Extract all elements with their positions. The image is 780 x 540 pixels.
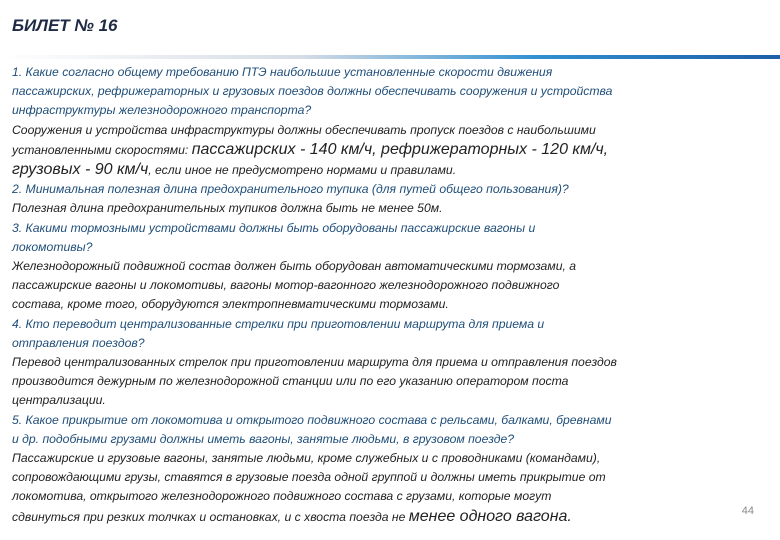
line-text: 5. Какое прикрытие от локомотива и открытого подвижного состава с рельсами, балками, бревнами xyxy=(12,412,612,427)
line-text: локомотива, открытого железнодорожного подвижного состава с грузами, которые могут xyxy=(12,489,552,504)
question-line xyxy=(12,219,774,238)
answer-line xyxy=(12,449,774,468)
emphasized-text: пассажирских - 140 км/ч, рефрижераторных - 120 км/ч, xyxy=(191,140,609,158)
line-text: установленными скоростями: xyxy=(12,142,192,157)
line-text: отправления поездов? xyxy=(12,335,145,350)
question-line xyxy=(12,238,774,257)
line-text: Сооружения и устройства инфраструктуры должны обеспечивать пропуск поездов с наибольшими xyxy=(12,122,596,137)
emphasized-text: менее одного вагона. xyxy=(408,507,572,525)
line-text: пассажирские вагоны и локомотивы, вагоны мотор-вагонного железнодорожного подвижного xyxy=(12,278,560,293)
answer-line xyxy=(12,140,774,160)
answer-line xyxy=(12,257,774,276)
emphasized-text: грузовых - 90 км/ч xyxy=(12,161,149,179)
line-text: производится дежурным по железнодорожной станции или по его указанию оператором поста xyxy=(12,374,569,389)
answer-line xyxy=(12,391,774,410)
answer-line xyxy=(12,160,774,180)
answer-line xyxy=(12,487,774,506)
line-text: Перевод централизованных стрелок при приготовлении маршрута для приема и отправления поездов xyxy=(12,355,617,370)
line-text: 3. Какими тормозными устройствами должны быть оборудованы пассажирские вагоны и xyxy=(12,220,536,235)
question-line xyxy=(12,82,774,101)
answer-line xyxy=(12,295,774,314)
answer-line xyxy=(12,372,774,391)
answer-line xyxy=(12,507,774,527)
header-divider xyxy=(0,55,780,59)
answer-line xyxy=(12,121,774,140)
line-text: 1. Какие согласно общему требованию ПТЭ наибольшие установленные скорости движения xyxy=(12,65,553,79)
answer-line xyxy=(12,199,774,218)
question-line xyxy=(12,101,774,120)
question-line xyxy=(12,334,774,353)
line-text: централизации. xyxy=(12,393,106,408)
line-text: Железнодорожный подвижной состав должен быть оборудован автоматическими тормозами, а xyxy=(12,259,577,274)
line-text: состава, кроме того, оборудуются электропневматическими тормозами. xyxy=(12,297,449,312)
question-line xyxy=(12,63,774,82)
line-text: 2. Минимальная полезная длина предохранительного тупика (для путей общего пользования)? xyxy=(12,182,569,197)
answer-line xyxy=(12,353,774,372)
answer-line xyxy=(12,468,774,487)
line-text: и др. подобными грузами должны иметь вагоны, занятые людьми, в грузовом поезде? xyxy=(12,431,515,446)
line-text: сопровождающими грузы, ставятся в грузовые поезда одной группой и должны иметь прикрытие от xyxy=(12,470,606,485)
question-line xyxy=(12,411,774,430)
line-text: инфраструктуры железнодорожного транспорта? xyxy=(12,103,312,118)
line-text: Пассажирские и грузовые вагоны, занятые людьми, кроме служебных и с проводниками (командами), xyxy=(12,451,601,466)
question-line xyxy=(12,315,774,334)
line-text: локомотивы? xyxy=(12,239,93,254)
line-text: , если иное не предусмотрено нормами и правилами. xyxy=(148,163,457,178)
page-number: 44 xyxy=(741,505,754,517)
line-text: сдвинуться при резких толчках и остановках, и с хвоста поезда не xyxy=(12,509,409,524)
ticket-content xyxy=(12,63,774,527)
ticket-title: БИЛЕТ № 16 xyxy=(12,16,118,35)
question-line xyxy=(12,430,774,449)
line-text: пассажирских, рефрижераторных и грузовых поездов должны обеспечивать сооружения и устройства xyxy=(12,84,613,99)
line-text: 4. Кто переводит централизованные стрелки при приготовлении маршрута для приема и xyxy=(12,316,545,331)
question-line xyxy=(12,180,774,199)
line-text: Полезная длина предохранительных тупиков должна быть не менее 50м. xyxy=(12,201,443,216)
answer-line xyxy=(12,276,774,295)
